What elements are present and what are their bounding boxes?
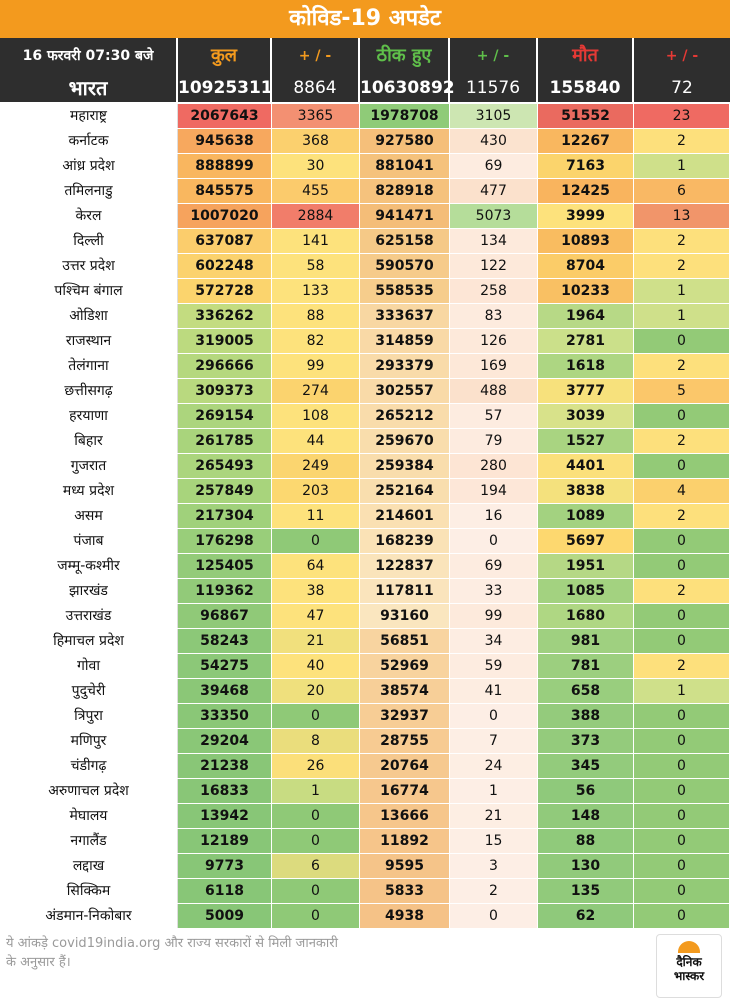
state-name: झारखंड <box>0 579 178 603</box>
cell-total-delta: 64 <box>272 554 360 578</box>
cell-recovered: 881041 <box>360 154 450 178</box>
cell-recovered-delta: 477 <box>450 179 538 203</box>
state-name: असम <box>0 504 178 528</box>
cell-total-delta: 82 <box>272 329 360 353</box>
table-row <box>0 379 730 404</box>
table-header <box>0 38 730 74</box>
cell-total: 572728 <box>178 279 272 303</box>
cell-recovered-delta: 258 <box>450 279 538 303</box>
page-title: कोविड-19 अपडेट <box>0 0 730 38</box>
cell-recovered-delta: 79 <box>450 429 538 453</box>
cell-total: 265493 <box>178 454 272 478</box>
cell-recovered-delta: 83 <box>450 304 538 328</box>
cell-recovered-delta: 24 <box>450 754 538 778</box>
cell-deaths-delta: 0 <box>634 704 730 728</box>
table-row <box>0 704 730 729</box>
cell-deaths: 1618 <box>538 354 634 378</box>
cell-recovered-delta: 280 <box>450 454 538 478</box>
cell-total-delta: 274 <box>272 379 360 403</box>
table-row <box>0 854 730 879</box>
dainik-bhaskar-logo <box>656 934 722 998</box>
cell-deaths-delta: 0 <box>634 804 730 828</box>
cell-total: 945638 <box>178 129 272 153</box>
cell-total-delta: 44 <box>272 429 360 453</box>
cell-total: 269154 <box>178 404 272 428</box>
table-row <box>0 329 730 354</box>
cell-deaths-delta: 0 <box>634 854 730 878</box>
cell-total-delta: 108 <box>272 404 360 428</box>
table-row <box>0 829 730 854</box>
cell-deaths: 658 <box>538 679 634 703</box>
state-name: सिक्किम <box>0 879 178 903</box>
cell-deaths-delta: 0 <box>634 904 730 928</box>
cell-deaths: 3039 <box>538 404 634 428</box>
cell-deaths: 135 <box>538 879 634 903</box>
cell-deaths-delta: 0 <box>634 879 730 903</box>
state-name: कर्नाटक <box>0 129 178 153</box>
cell-recovered: 93160 <box>360 604 450 628</box>
cell-total-delta: 2884 <box>272 204 360 228</box>
cell-total-delta: 249 <box>272 454 360 478</box>
state-name: उत्तर प्रदेश <box>0 254 178 278</box>
cell-total-delta: 0 <box>272 804 360 828</box>
cell-recovered: 259670 <box>360 429 450 453</box>
table-row <box>0 904 730 929</box>
cell-total: 5009 <box>178 904 272 928</box>
cell-total: 58243 <box>178 629 272 653</box>
table-row <box>0 604 730 629</box>
table-row <box>0 229 730 254</box>
cell-recovered-delta: 1 <box>450 779 538 803</box>
sun-icon <box>678 941 700 953</box>
cell-total-delta: 26 <box>272 754 360 778</box>
cell-deaths: 88 <box>538 829 634 853</box>
cell-total: 119362 <box>178 579 272 603</box>
cell-recovered-delta: 21 <box>450 804 538 828</box>
cell-recovered: 214601 <box>360 504 450 528</box>
cell-deaths: 3777 <box>538 379 634 403</box>
cell-recovered-delta: 16 <box>450 504 538 528</box>
cell-total: 261785 <box>178 429 272 453</box>
cell-total-delta: 40 <box>272 654 360 678</box>
table-row <box>0 154 730 179</box>
table-row <box>0 354 730 379</box>
cell-total-delta: 88 <box>272 304 360 328</box>
cell-deaths: 3999 <box>538 204 634 228</box>
cell-recovered-delta: 169 <box>450 354 538 378</box>
cell-recovered: 625158 <box>360 229 450 253</box>
cell-deaths-delta: 0 <box>634 554 730 578</box>
cell-recovered: 9595 <box>360 854 450 878</box>
cell-total-delta: 20 <box>272 679 360 703</box>
cell-total: 888899 <box>178 154 272 178</box>
cell-total-delta: 0 <box>272 879 360 903</box>
table-row <box>0 754 730 779</box>
cell-deaths-delta: 0 <box>634 329 730 353</box>
cell-deaths-delta: 2 <box>634 254 730 278</box>
table-row <box>0 204 730 229</box>
state-name: आंध्र प्रदेश <box>0 154 178 178</box>
table-row <box>0 129 730 154</box>
cell-recovered-delta: 15 <box>450 829 538 853</box>
cell-recovered: 11892 <box>360 829 450 853</box>
logo-line1: दैनिक <box>676 955 702 969</box>
cell-deaths-delta: 0 <box>634 529 730 553</box>
cell-total-delta: 455 <box>272 179 360 203</box>
state-name: पश्चिम बंगाल <box>0 279 178 303</box>
cell-total-delta: 58 <box>272 254 360 278</box>
cell-recovered: 252164 <box>360 479 450 503</box>
cell-recovered-delta: 2 <box>450 879 538 903</box>
cell-recovered: 558535 <box>360 279 450 303</box>
cell-recovered: 32937 <box>360 704 450 728</box>
cell-recovered-delta: 134 <box>450 229 538 253</box>
cell-total-delta: 0 <box>272 829 360 853</box>
table-row <box>0 629 730 654</box>
cell-deaths-delta: 1 <box>634 679 730 703</box>
cell-recovered: 265212 <box>360 404 450 428</box>
state-name: लद्दाख <box>0 854 178 878</box>
table-row <box>0 504 730 529</box>
cell-total: 336262 <box>178 304 272 328</box>
cell-recovered: 302557 <box>360 379 450 403</box>
cell-recovered: 293379 <box>360 354 450 378</box>
cell-deaths: 373 <box>538 729 634 753</box>
cell-recovered: 38574 <box>360 679 450 703</box>
cell-recovered-delta: 126 <box>450 329 538 353</box>
cell-total-delta: 38 <box>272 579 360 603</box>
cell-recovered-delta: 3105 <box>450 104 538 128</box>
cell-deaths-delta: 1 <box>634 304 730 328</box>
cell-total: 9773 <box>178 854 272 878</box>
cell-total: 176298 <box>178 529 272 553</box>
cell-recovered: 333637 <box>360 304 450 328</box>
header-date: 16 फरवरी 07:30 बजे <box>0 38 178 74</box>
state-name: महाराष्ट्र <box>0 104 178 128</box>
state-name: उत्तराखंड <box>0 604 178 628</box>
table-row <box>0 579 730 604</box>
state-name: मणिपुर <box>0 729 178 753</box>
source-note: ये आंकड़े covid19india.org और राज्य सरकारों से मिली जानकारी के अनुसार हैं। <box>6 936 338 970</box>
state-name: अरुणाचल प्रदेश <box>0 779 178 803</box>
cell-deaths-delta: 0 <box>634 729 730 753</box>
cell-recovered-delta: 0 <box>450 904 538 928</box>
cell-total-delta: 47 <box>272 604 360 628</box>
state-name: त्रिपुरा <box>0 704 178 728</box>
cell-recovered: 5833 <box>360 879 450 903</box>
cell-total: 319005 <box>178 329 272 353</box>
cell-recovered: 259384 <box>360 454 450 478</box>
cell-total-delta: 8 <box>272 729 360 753</box>
national-recovered-delta: 11576 <box>450 74 538 102</box>
cell-total-delta: 203 <box>272 479 360 503</box>
cell-total-delta: 368 <box>272 129 360 153</box>
cell-deaths: 148 <box>538 804 634 828</box>
cell-total: 29204 <box>178 729 272 753</box>
cell-recovered: 122837 <box>360 554 450 578</box>
national-total-delta: 8864 <box>272 74 360 102</box>
state-name: मध्य प्रदेश <box>0 479 178 503</box>
cell-deaths: 1085 <box>538 579 634 603</box>
cell-total-delta: 141 <box>272 229 360 253</box>
cell-recovered-delta: 69 <box>450 154 538 178</box>
cell-deaths-delta: 0 <box>634 629 730 653</box>
table-row <box>0 279 730 304</box>
state-name: गुजरात <box>0 454 178 478</box>
cell-total-delta: 30 <box>272 154 360 178</box>
cell-total: 845575 <box>178 179 272 203</box>
cell-deaths-delta: 2 <box>634 579 730 603</box>
cell-recovered: 52969 <box>360 654 450 678</box>
table-row <box>0 529 730 554</box>
state-name: मेघालय <box>0 804 178 828</box>
cell-total: 54275 <box>178 654 272 678</box>
cell-recovered-delta: 69 <box>450 554 538 578</box>
cell-recovered: 20764 <box>360 754 450 778</box>
table-row <box>0 404 730 429</box>
header-total-delta: + / - <box>272 38 360 74</box>
cell-recovered-delta: 33 <box>450 579 538 603</box>
cell-recovered: 28755 <box>360 729 450 753</box>
cell-deaths-delta: 1 <box>634 279 730 303</box>
cell-deaths-delta: 2 <box>634 504 730 528</box>
cell-recovered-delta: 41 <box>450 679 538 703</box>
state-name: केरल <box>0 204 178 228</box>
cell-recovered: 13666 <box>360 804 450 828</box>
cell-deaths: 345 <box>538 754 634 778</box>
cell-deaths: 1527 <box>538 429 634 453</box>
header-total: कुल <box>178 38 272 74</box>
state-name: राजस्थान <box>0 329 178 353</box>
cell-recovered: 16774 <box>360 779 450 803</box>
cell-total-delta: 1 <box>272 779 360 803</box>
table-row <box>0 429 730 454</box>
cell-deaths-delta: 2 <box>634 429 730 453</box>
cell-recovered: 4938 <box>360 904 450 928</box>
cell-recovered-delta: 3 <box>450 854 538 878</box>
cell-deaths-delta: 23 <box>634 104 730 128</box>
national-total: 10925311 <box>178 74 272 102</box>
cell-total-delta: 21 <box>272 629 360 653</box>
cell-total-delta: 0 <box>272 704 360 728</box>
cell-deaths: 1951 <box>538 554 634 578</box>
cell-deaths: 62 <box>538 904 634 928</box>
cell-recovered: 828918 <box>360 179 450 203</box>
cell-total-delta: 0 <box>272 529 360 553</box>
cell-deaths: 4401 <box>538 454 634 478</box>
cell-deaths-delta: 1 <box>634 154 730 178</box>
cell-recovered-delta: 5073 <box>450 204 538 228</box>
cell-recovered-delta: 0 <box>450 529 538 553</box>
state-name: पुदुचेरी <box>0 679 178 703</box>
state-name: अंडमान-निकोबार <box>0 904 178 928</box>
cell-recovered: 927580 <box>360 129 450 153</box>
cell-deaths-delta: 5 <box>634 379 730 403</box>
cell-recovered: 590570 <box>360 254 450 278</box>
cell-deaths: 2781 <box>538 329 634 353</box>
national-deaths: 155840 <box>538 74 634 102</box>
table-row <box>0 879 730 904</box>
cell-recovered-delta: 0 <box>450 704 538 728</box>
cell-deaths: 1680 <box>538 604 634 628</box>
cell-total-delta: 99 <box>272 354 360 378</box>
cell-total-delta: 11 <box>272 504 360 528</box>
cell-deaths: 56 <box>538 779 634 803</box>
cell-total: 13942 <box>178 804 272 828</box>
cell-total: 1007020 <box>178 204 272 228</box>
cell-deaths-delta: 13 <box>634 204 730 228</box>
cell-total: 125405 <box>178 554 272 578</box>
cell-deaths: 1089 <box>538 504 634 528</box>
state-name: पंजाब <box>0 529 178 553</box>
table-row <box>0 479 730 504</box>
cell-total-delta: 3365 <box>272 104 360 128</box>
cell-deaths: 12267 <box>538 129 634 153</box>
cell-deaths-delta: 2 <box>634 229 730 253</box>
cell-deaths-delta: 0 <box>634 779 730 803</box>
cell-total: 16833 <box>178 779 272 803</box>
cell-total: 257849 <box>178 479 272 503</box>
cell-total-delta: 0 <box>272 904 360 928</box>
cell-total: 12189 <box>178 829 272 853</box>
cell-total: 309373 <box>178 379 272 403</box>
cell-deaths-delta: 4 <box>634 479 730 503</box>
state-table <box>0 104 730 929</box>
table-row <box>0 729 730 754</box>
cell-total: 2067643 <box>178 104 272 128</box>
cell-deaths: 51552 <box>538 104 634 128</box>
logo-line2: भास्कर <box>673 969 705 983</box>
table-row <box>0 654 730 679</box>
cell-total: 217304 <box>178 504 272 528</box>
cell-recovered-delta: 34 <box>450 629 538 653</box>
cell-deaths-delta: 2 <box>634 129 730 153</box>
cell-deaths: 1964 <box>538 304 634 328</box>
cell-recovered: 117811 <box>360 579 450 603</box>
cell-recovered: 941471 <box>360 204 450 228</box>
cell-recovered: 56851 <box>360 629 450 653</box>
state-name: छत्तीसगढ़ <box>0 379 178 403</box>
cell-recovered-delta: 57 <box>450 404 538 428</box>
table-row <box>0 554 730 579</box>
table-row <box>0 254 730 279</box>
cell-total-delta: 6 <box>272 854 360 878</box>
table-row <box>0 304 730 329</box>
cell-recovered-delta: 59 <box>450 654 538 678</box>
state-name: दिल्ली <box>0 229 178 253</box>
state-name: तमिलनाडु <box>0 179 178 203</box>
cell-deaths-delta: 2 <box>634 654 730 678</box>
national-row <box>0 74 730 102</box>
state-name: गोवा <box>0 654 178 678</box>
cell-deaths: 10233 <box>538 279 634 303</box>
header-recovered-delta: + / - <box>450 38 538 74</box>
cell-deaths: 388 <box>538 704 634 728</box>
table-row <box>0 779 730 804</box>
cell-deaths: 12425 <box>538 179 634 203</box>
table-row <box>0 679 730 704</box>
cell-recovered-delta: 194 <box>450 479 538 503</box>
cell-total-delta: 133 <box>272 279 360 303</box>
cell-deaths: 781 <box>538 654 634 678</box>
cell-total: 96867 <box>178 604 272 628</box>
state-name: चंडीगढ़ <box>0 754 178 778</box>
cell-deaths: 981 <box>538 629 634 653</box>
cell-recovered-delta: 7 <box>450 729 538 753</box>
table-row <box>0 804 730 829</box>
cell-deaths-delta: 0 <box>634 454 730 478</box>
cell-recovered: 168239 <box>360 529 450 553</box>
cell-total: 637087 <box>178 229 272 253</box>
cell-total: 33350 <box>178 704 272 728</box>
cell-recovered: 1978708 <box>360 104 450 128</box>
cell-recovered: 314859 <box>360 329 450 353</box>
table-row <box>0 179 730 204</box>
header-deaths: मौत <box>538 38 634 74</box>
cell-recovered-delta: 122 <box>450 254 538 278</box>
state-name: तेलंगाना <box>0 354 178 378</box>
national-name: भारत <box>0 74 178 102</box>
cell-total: 6118 <box>178 879 272 903</box>
cell-total: 602248 <box>178 254 272 278</box>
state-name: ओडिशा <box>0 304 178 328</box>
state-name: हिमाचल प्रदेश <box>0 629 178 653</box>
cell-deaths: 10893 <box>538 229 634 253</box>
cell-deaths: 8704 <box>538 254 634 278</box>
cell-recovered-delta: 99 <box>450 604 538 628</box>
national-deaths-delta: 72 <box>671 78 693 98</box>
cell-deaths: 130 <box>538 854 634 878</box>
cell-deaths-delta: 0 <box>634 604 730 628</box>
cell-deaths: 3838 <box>538 479 634 503</box>
state-name: नगालैंड <box>0 829 178 853</box>
state-name: जम्मू-कश्मीर <box>0 554 178 578</box>
cell-total: 296666 <box>178 354 272 378</box>
cell-deaths: 7163 <box>538 154 634 178</box>
cell-total: 21238 <box>178 754 272 778</box>
table-row <box>0 104 730 129</box>
cell-deaths-delta: 0 <box>634 829 730 853</box>
cell-deaths-delta: 6 <box>634 179 730 203</box>
cell-deaths-delta: 0 <box>634 404 730 428</box>
state-name: बिहार <box>0 429 178 453</box>
cell-deaths-delta: 0 <box>634 754 730 778</box>
national-recovered: 10630892 <box>360 74 450 102</box>
state-name: हरयाणा <box>0 404 178 428</box>
cell-total: 39468 <box>178 679 272 703</box>
cell-recovered-delta: 430 <box>450 129 538 153</box>
cell-recovered-delta: 488 <box>450 379 538 403</box>
header-deaths-delta: + / - <box>665 48 699 64</box>
header-recovered: ठीक हुए <box>360 38 450 74</box>
table-row <box>0 454 730 479</box>
cell-deaths: 5697 <box>538 529 634 553</box>
cell-deaths-delta: 2 <box>634 354 730 378</box>
